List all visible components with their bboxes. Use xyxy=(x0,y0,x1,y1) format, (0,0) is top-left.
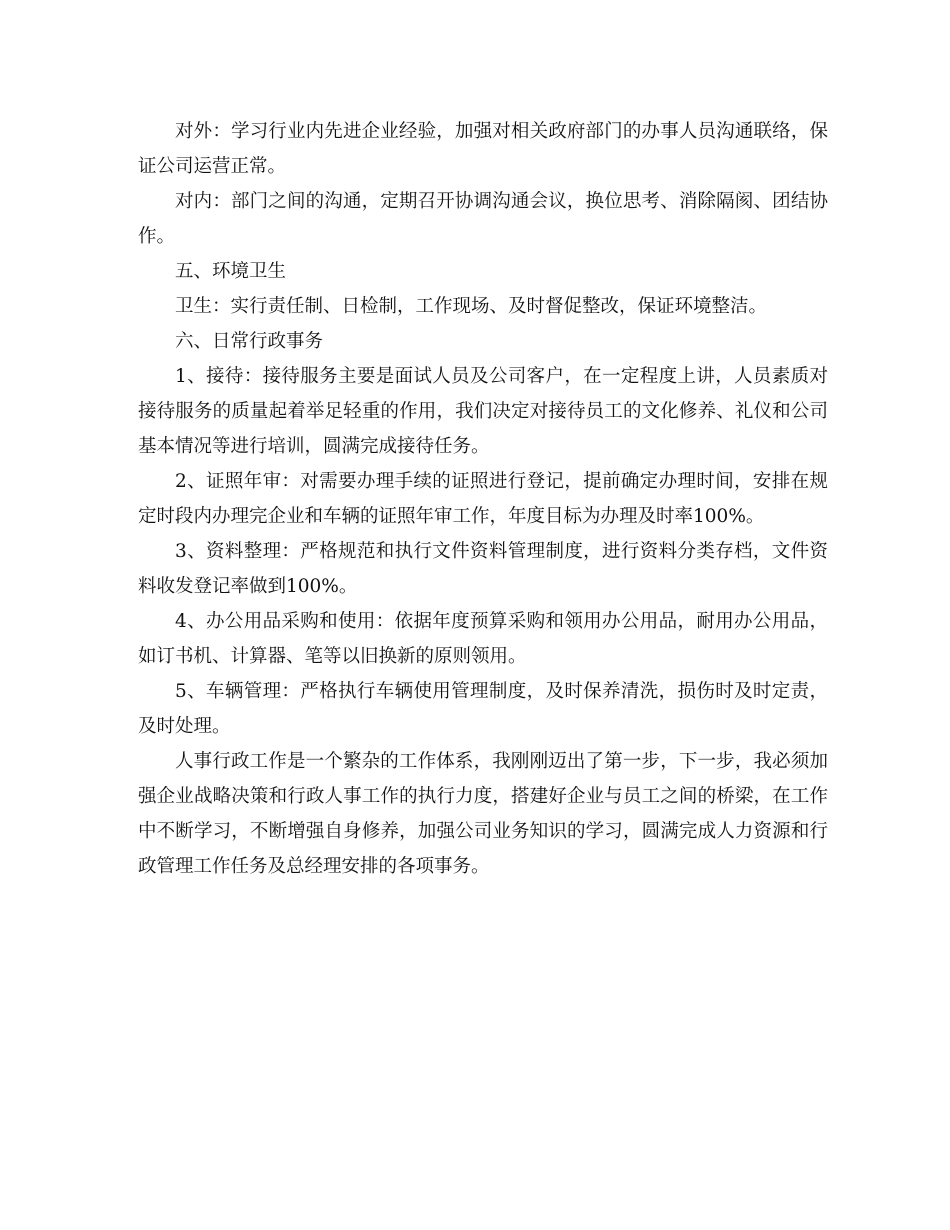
paragraph-conclusion: 人事行政工作是一个繁杂的工作体系，我刚刚迈出了第一步，下一步，我必须加强企业战略决策和行政人事工作的执行力度，搭建好企业与员工之间的桥梁，在工作中不断学习，不断增强自身修养，加强公司业务知识的学习，圆满完成人力资源和行政管理工作任务及总经理安排的各项事务。 xyxy=(138,751,828,877)
paragraph-internal-communication: 对内：部门之间的沟通，定期召开协调沟通会议，换位思考、消除隔阂、团结协作。 xyxy=(138,191,828,247)
paragraph-reception: 1、接待：接待服务主要是面试人员及公司客户，在一定程度上讲，人员素质对接待服务的质量起着举足轻重的作用，我们决定对接待员工的文化修养、礼仪和公司基本情况等进行培训，圆满完成接待任务。 xyxy=(138,366,828,457)
paragraph-hygiene: 卫生：实行责任制、日检制，工作现场、及时督促整改，保证环境整洁。 xyxy=(175,296,768,317)
section-heading-daily-admin: 六、日常行政事务 xyxy=(175,331,324,352)
paragraph-external-communication: 对外：学习行业内先进企业经验，加强对相关政府部门的办事人员沟通联络，保证公司运营正常。 xyxy=(138,121,828,177)
paragraph-document-filing: 3、资料整理：严格规范和执行文件资料管理制度，进行资料分类存档，文件资料收发登记率做到100%。 xyxy=(138,541,828,597)
paragraph-vehicle-management: 5、车辆管理：严格执行车辆使用管理制度，及时保养清洗，损伤时及时定责，及时处理。 xyxy=(138,681,828,737)
document-body xyxy=(138,114,828,884)
paragraph-office-supplies: 4、办公用品采购和使用：依据年度预算采购和领用办公用品，耐用办公用品，如订书机、计算器、笔等以旧换新的原则领用。 xyxy=(138,611,828,667)
section-heading-environment: 五、环境卫生 xyxy=(175,261,287,282)
paragraph-license-review: 2、证照年审：对需要办理手续的证照进行登记，提前确定办理时间，安排在规定时段内办理完企业和车辆的证照年审工作，年度目标为办理及时率100%。 xyxy=(138,471,828,527)
